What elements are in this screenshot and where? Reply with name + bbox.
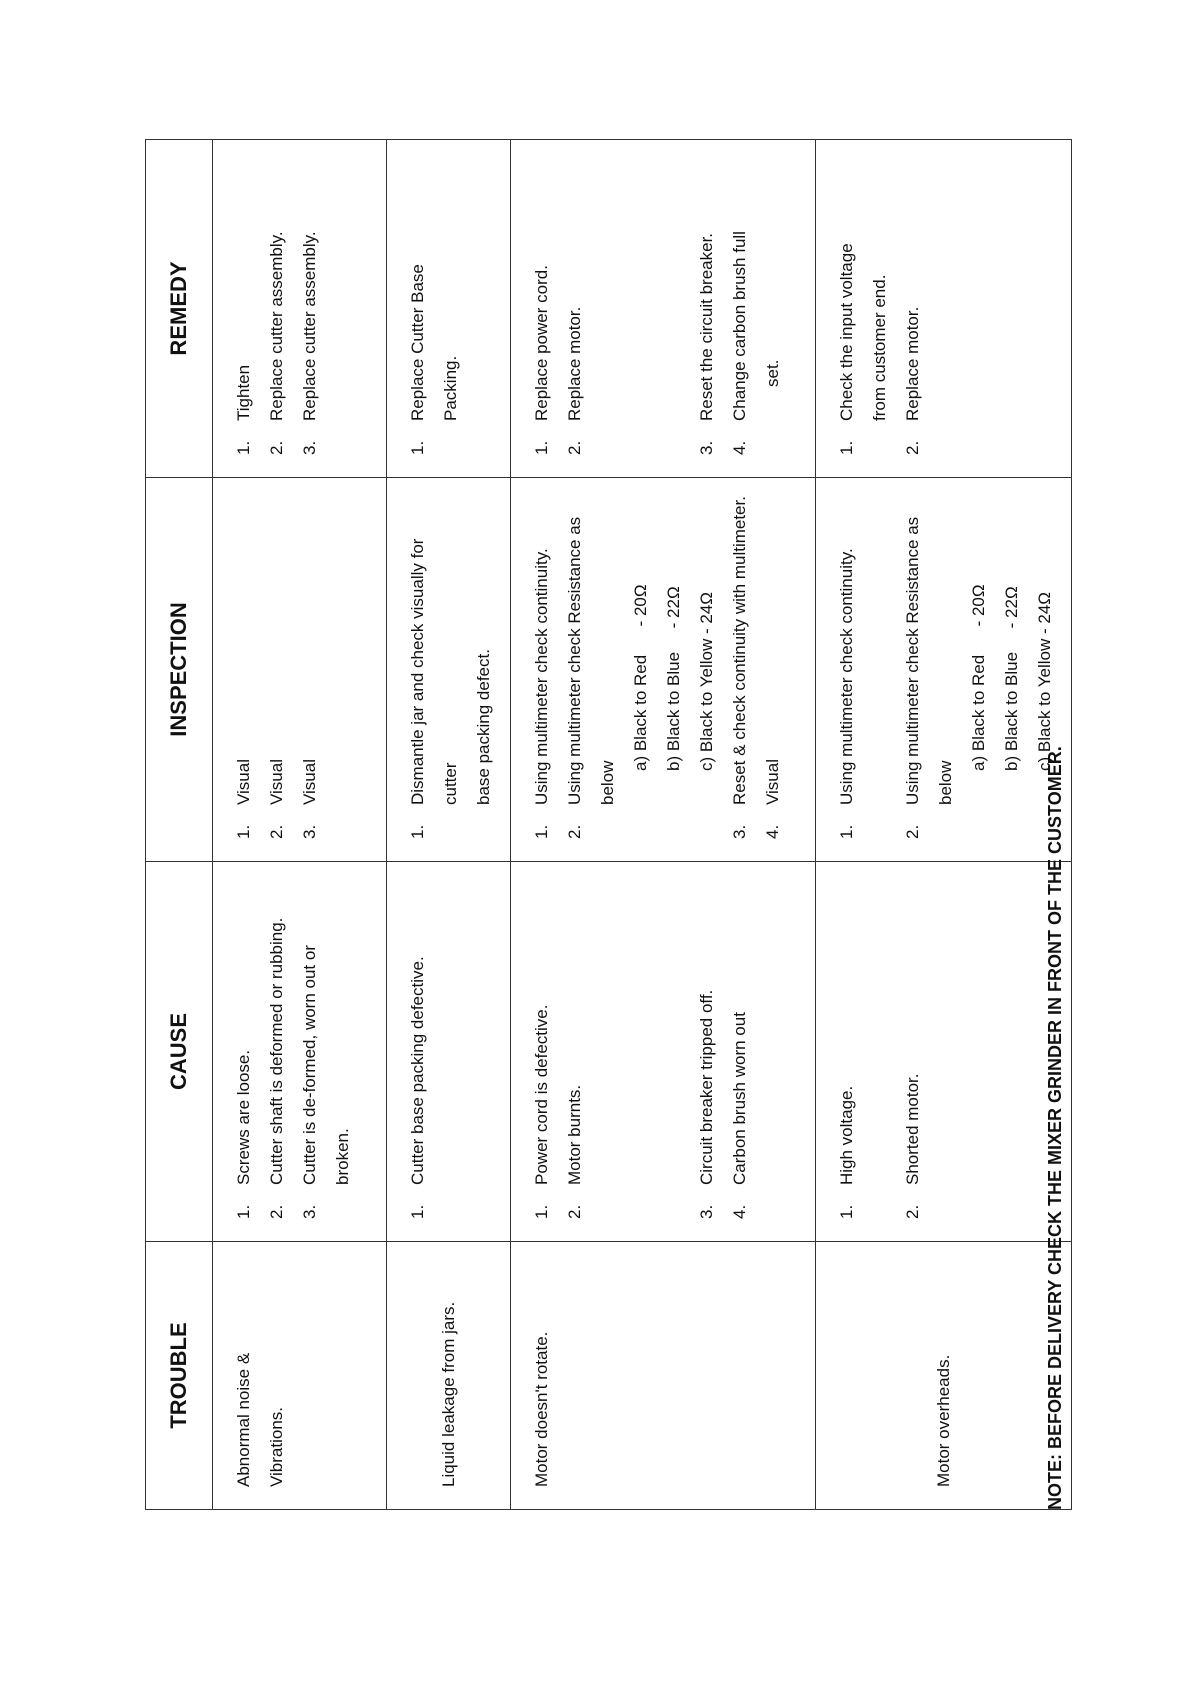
trouble-text: Abnormal noise & bbox=[234, 1352, 253, 1487]
resistance-line: c) Black to Yellow - 24Ω bbox=[697, 591, 716, 771]
trouble-cell bbox=[511, 1242, 816, 1510]
list-item: 3. Visual bbox=[300, 759, 319, 839]
list-item: 3. Replace cutter assembly. bbox=[300, 231, 319, 455]
delivery-note: NOTE: BEFORE DELIVERY CHECK THE MIXER GRINDER IN FRONT OF THE CUSTOMER. bbox=[1045, 746, 1065, 1510]
remedy-cell bbox=[213, 140, 387, 478]
list-item: 1. Tighten bbox=[234, 364, 253, 455]
list-item: 2. Visual bbox=[267, 759, 286, 839]
trouble-cell bbox=[213, 1242, 387, 1510]
table-row bbox=[816, 140, 1072, 1510]
troubleshooting-table bbox=[145, 139, 1072, 1510]
header-inspection: INSPECTION bbox=[146, 478, 213, 862]
list-item: 2. Replace motor. bbox=[903, 306, 922, 455]
rotated-page bbox=[145, 140, 1075, 1510]
cause-cell bbox=[816, 862, 1072, 1242]
trouble-cell bbox=[387, 1242, 511, 1510]
list-item: 1. Using multimeter check continuity. bbox=[532, 548, 551, 839]
list-item: 1. Screws are loose. bbox=[234, 1049, 253, 1219]
list-item: 3. Reset the circuit breaker. bbox=[697, 232, 716, 455]
header-remedy: REMEDY bbox=[146, 140, 213, 478]
list-item: 2. Shorted motor. bbox=[903, 1073, 922, 1219]
resistance-line: a) Black to Red - 20Ω bbox=[969, 584, 988, 771]
list-item: 1. Visual bbox=[234, 759, 253, 839]
list-item: 3. Circuit breaker tripped off. bbox=[697, 989, 716, 1219]
trouble-text: Motor overheads. bbox=[934, 1354, 953, 1487]
table-row bbox=[213, 140, 387, 1510]
list-item: 1. Dismantle jar and check visually for cutter base packing defect. bbox=[408, 538, 493, 839]
remedy-cell bbox=[511, 140, 816, 478]
trouble-text: Vibrations. bbox=[267, 1406, 286, 1487]
list-item: 4. Change carbon brush full set. bbox=[730, 231, 782, 455]
header-row bbox=[146, 140, 213, 1510]
table-row bbox=[511, 140, 816, 1510]
list-item: 1. Cutter base packing defective. bbox=[408, 956, 427, 1219]
inspection-cell bbox=[511, 478, 816, 862]
trouble-text: Motor doesn't rotate. bbox=[532, 1331, 551, 1487]
inspection-cell bbox=[213, 478, 387, 862]
list-item: 2. Cutter shaft is deformed or rubbing. bbox=[267, 917, 286, 1219]
list-item: 1. Using multimeter check continuity. bbox=[837, 548, 856, 839]
trouble-text: Liquid leakage from jars. bbox=[439, 1301, 458, 1487]
list-item: 2. Using multimeter check Resistance as below a) Black to Red - 20Ω b) Black to Blue - 22Ω c) Black to Yellow - 24Ω bbox=[558, 492, 723, 839]
resistance-line: a) Black to Red - 20Ω bbox=[631, 584, 650, 771]
list-item: 2. Replace cutter assembly. bbox=[267, 231, 286, 455]
list-item: 1. Power cord is defective. bbox=[532, 1004, 551, 1219]
list-item: 4. Carbon brush worn out bbox=[730, 1012, 749, 1219]
resistance-line: b) Black to Blue - 22Ω bbox=[664, 586, 683, 771]
header-trouble: TROUBLE bbox=[146, 1242, 213, 1510]
list-item: 2. Motor burnts. bbox=[565, 1084, 584, 1219]
resistance-line: c) Black to Yellow - 24Ω bbox=[1035, 591, 1054, 771]
resistance-line: b) Black to Blue - 22Ω bbox=[1002, 586, 1021, 771]
inspection-cell bbox=[387, 478, 511, 862]
inspection-cell bbox=[816, 478, 1072, 862]
table-row bbox=[387, 140, 511, 1510]
list-item: 1. Check the input voltage from customer end. bbox=[837, 243, 889, 455]
trouble-cell bbox=[816, 1242, 1072, 1510]
list-item: 4. Visual bbox=[763, 759, 782, 839]
list-item: 3. Cutter is de-formed, worn out or broken. bbox=[300, 945, 352, 1219]
list-item: 2. Using multimeter check Resistance as below a) Black to Red - 20Ω b) Black to Blue - 22Ω c) Black to Yellow - 24Ω bbox=[896, 492, 1061, 839]
remedy-cell bbox=[816, 140, 1072, 478]
header-cause: CAUSE bbox=[146, 862, 213, 1242]
remedy-cell bbox=[387, 140, 511, 478]
cause-cell bbox=[213, 862, 387, 1242]
cause-cell bbox=[511, 862, 816, 1242]
cause-cell bbox=[387, 862, 511, 1242]
list-item: 1. High voltage. bbox=[837, 1085, 856, 1219]
list-item: 1. Replace power cord. bbox=[532, 265, 551, 455]
list-item: 3. Reset & check continuity with multimeter. bbox=[730, 496, 749, 839]
list-item: 2. Replace motor. bbox=[565, 306, 584, 455]
list-item: 1. Replace Cutter Base Packing. bbox=[408, 264, 460, 455]
